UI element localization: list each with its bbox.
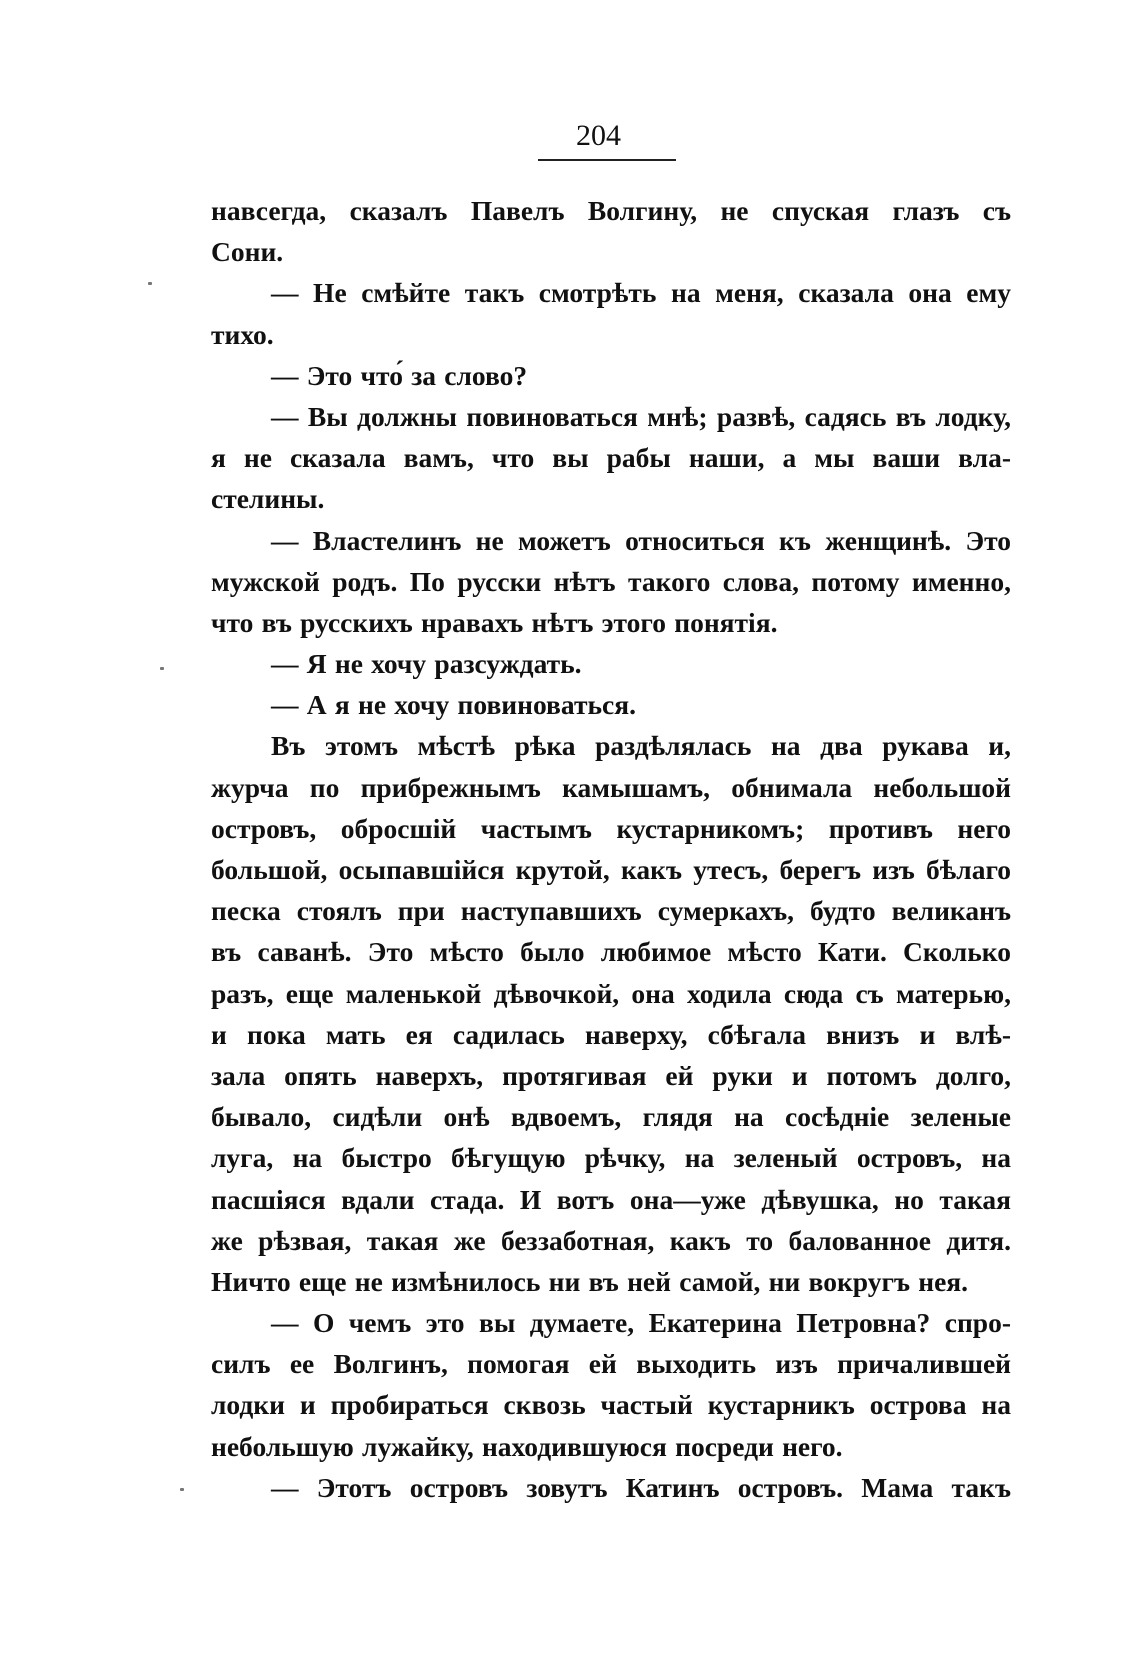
- text-line: — Вы должны повиноваться мнѣ; развѣ, садясь въ лодку,: [271, 400, 1011, 432]
- text-line: бывало, сидѣли онѣ вдвоемъ, глядя на сосѣдніе зеленые: [211, 1101, 1011, 1133]
- text-line: и пока мать ея садилась наверху, сбѣгала внизъ и влѣ-: [211, 1018, 1011, 1050]
- body-text: [211, 190, 1011, 1508]
- text-line: — Не смѣйте такъ смотрѣть на меня, сказала она ему: [271, 277, 1011, 309]
- text-line: я не сказала вамъ, что вы рабы наши, а мы ваши вла-: [211, 442, 1011, 474]
- text-line: навсегда, сказалъ Павелъ Волгину, не спуская глазъ съ: [211, 195, 1011, 226]
- text-line: въ саванѣ. Это мѣсто было любимое мѣсто Кати. Сколько: [211, 936, 1011, 968]
- text-line: Сони.: [211, 236, 284, 268]
- text-line: луга, на быстро бѣгущую рѣчку, на зеленый островъ, на: [211, 1142, 1011, 1174]
- scan-speck: [160, 667, 164, 670]
- text-line: — Властелинъ не можетъ относиться къ женщинѣ. Это: [271, 524, 1011, 556]
- text-line: журча по прибрежнымъ камышамъ, обнимала небольшой: [211, 771, 1011, 803]
- text-line: силъ ее Волгинъ, помогая ей выходить изъ причалившей: [211, 1348, 1011, 1380]
- text-line: тихо.: [211, 318, 274, 350]
- text-line: же рѣзвая, такая же беззаботная, какъ то балованное дитя.: [211, 1224, 1011, 1256]
- text-line: — О чемъ это вы думаете, Екатерина Петровна? спро-: [271, 1307, 1011, 1339]
- text-line: Ничто еще не измѣнилось ни въ ней самой, ни вокругъ нея.: [211, 1265, 969, 1297]
- text-line: небольшую лужайку, находившуюся посреди него.: [211, 1430, 843, 1462]
- text-line: Въ этомъ мѣстѣ рѣка раздѣлялась на два рукава и,: [271, 730, 1011, 762]
- text-line: — Я не хочу разсуждать.: [271, 648, 582, 680]
- text-line: что въ русскихъ нравахъ нѣтъ этого понятія.: [211, 606, 778, 638]
- text-line: — Этотъ островъ зовутъ Катинъ островъ. Мама такъ: [271, 1471, 1011, 1503]
- text-line: песка стоялъ при наступавшихъ сумеркахъ, будто великанъ: [211, 895, 1011, 927]
- scan-speck: [148, 282, 152, 285]
- text-line: островъ, обросшій частымъ кустарникомъ; противъ него: [211, 812, 1011, 844]
- text-line: большой, осыпавшійся крутой, какъ утесъ, берегъ изъ бѣлаго: [211, 854, 1011, 885]
- text-line: разъ, еще маленькой дѣвочкой, она ходила сюда съ матерью,: [211, 977, 1011, 1009]
- text-line: мужской родъ. По русски нѣтъ такого слова, потому именно,: [211, 565, 1011, 597]
- text-line: стелины.: [211, 483, 325, 515]
- text-line: зала опять наверхъ, протягивая ей руки и потомъ долго,: [211, 1059, 1011, 1091]
- text-line: пасшіяся вдали стада. И вотъ она—уже дѣвушка, но такая: [211, 1183, 1011, 1215]
- text-line: — Это что́ за слово?: [271, 359, 528, 391]
- text-line: лодки и пробираться сквозь частый кустарникъ острова на: [211, 1389, 1011, 1421]
- scan-speck: [180, 1488, 184, 1491]
- page-number: 204: [576, 119, 621, 152]
- page-number-rule: [538, 159, 676, 161]
- text-line: — А я не хочу повиноваться.: [271, 689, 636, 721]
